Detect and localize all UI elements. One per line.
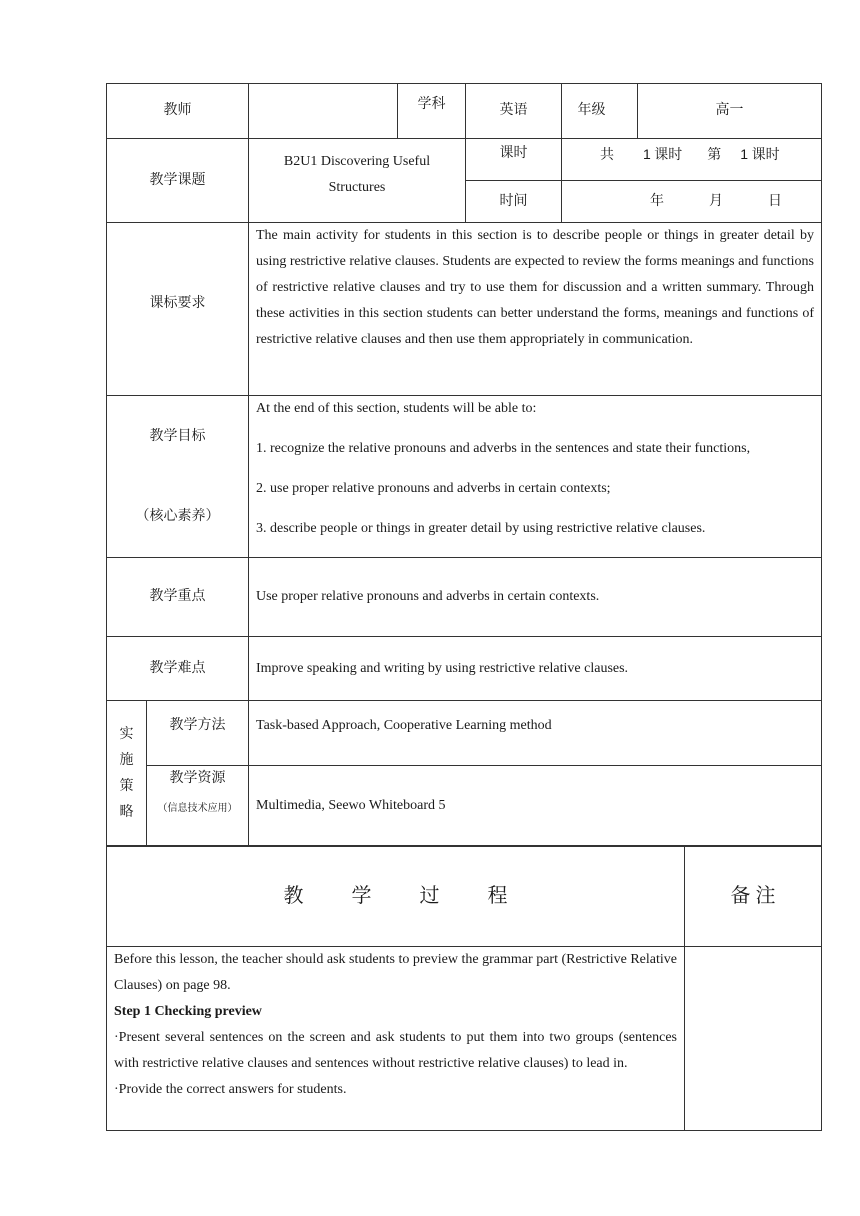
strategy-char: 略 xyxy=(119,804,134,820)
process-title-char: 学 xyxy=(351,885,372,907)
period-unit1: 课时 xyxy=(654,148,683,163)
subject-value: 英语 xyxy=(466,84,562,139)
process-title xyxy=(107,846,685,947)
resource-sublabel: （信息技术应用） xyxy=(157,803,238,814)
teacher-value xyxy=(249,84,398,139)
process-title-char: 过 xyxy=(419,885,440,907)
period-label: 课时 xyxy=(466,139,562,181)
strategy-label xyxy=(107,701,147,847)
period-total-prefix: 共 xyxy=(600,148,614,163)
difficulty-label: 教学难点 xyxy=(107,637,249,701)
lesson-info-table xyxy=(106,83,822,847)
time-value xyxy=(562,181,822,223)
topic-title-line1: B2U1 Discovering Useful xyxy=(283,154,431,169)
time-day: 日 xyxy=(768,193,782,209)
resource-text: Multimedia, Seewo Whiteboard 5 xyxy=(249,766,822,847)
standards-label: 课标要求 xyxy=(107,223,249,396)
process-table xyxy=(106,845,822,1131)
time-label: 时间 xyxy=(466,181,562,223)
grade-value: 高一 xyxy=(638,84,822,139)
difficulty-text: Improve speaking and writing by using restrictive relative clauses. xyxy=(249,637,822,701)
resource-label-cell xyxy=(147,766,249,847)
period-unit2: 课时 xyxy=(751,148,780,163)
strategy-char: 实 xyxy=(119,726,134,742)
standards-text: The main activity for students in this section is to describe people or things in greater detail by using restrictive relative clauses. Students are expected to review the forms meanings and functions of restrictive relative clauses and try to use them for discussion and a written summary. Through these activities in this section students can better understand the forms, meanings and functions of restrictive relative clauses and then use them appropriately in communication. xyxy=(249,223,822,396)
process-para: ·Provide the correct answers for students. xyxy=(114,1082,347,1097)
objectives-text xyxy=(249,396,822,558)
resource-label: 教学资源 xyxy=(169,771,226,786)
objectives-label: 教学目标 xyxy=(149,428,206,444)
process-para: Before this lesson, the teacher should ask students to preview the grammar part (Restrictive Relative Clauses) on page 98. xyxy=(114,952,677,993)
grade-label: 年级 xyxy=(562,84,638,139)
period-nth-prefix: 第 xyxy=(707,148,722,163)
time-month: 月 xyxy=(709,193,723,209)
objective-item: 1. recognize the relative pronouns and adverbs in the sentences and state their functions, xyxy=(256,441,751,456)
notes-cell xyxy=(685,947,822,1131)
period-total: 1 xyxy=(643,146,651,162)
objective-item: 2. use proper relative pronouns and adverbs in certain contexts; xyxy=(256,481,611,496)
teacher-label: 教师 xyxy=(107,84,249,139)
subject-label: 学科 xyxy=(398,84,466,139)
topic-title-line2: Structures xyxy=(328,180,386,195)
process-title-char: 教 xyxy=(283,885,304,907)
period-value xyxy=(562,139,822,181)
strategy-char: 施 xyxy=(119,752,134,768)
strategy-char: 策 xyxy=(119,778,134,794)
period-nth: 1 xyxy=(740,146,749,162)
objectives-intro: At the end of this section, students will be able to: xyxy=(256,401,537,416)
topic-title xyxy=(249,139,466,223)
topic-label: 教学课题 xyxy=(107,139,249,223)
process-content xyxy=(107,947,685,1131)
process-para: ·Present several sentences on the screen and ask students to put them into two groups (sentences with restrictive relative clauses and sentences without restrictive relative clauses) to lead in. xyxy=(114,1030,677,1071)
key-point-text: Use proper relative pronouns and adverbs in certain contexts. xyxy=(249,558,822,637)
time-year: 年 xyxy=(650,193,664,209)
method-label: 教学方法 xyxy=(147,701,249,766)
objectives-sublabel: （核心素养） xyxy=(135,508,220,524)
notes-label: 备 注 xyxy=(685,846,822,947)
objectives-label-cell xyxy=(107,396,249,558)
objective-item: 3. describe people or things in greater detail by using restrictive relative clauses. xyxy=(256,521,706,536)
process-title-char: 程 xyxy=(487,885,508,907)
key-point-label: 教学重点 xyxy=(107,558,249,637)
step-title: Step 1 Checking preview xyxy=(114,1004,262,1019)
method-text: Task-based Approach, Cooperative Learning method xyxy=(249,701,822,766)
